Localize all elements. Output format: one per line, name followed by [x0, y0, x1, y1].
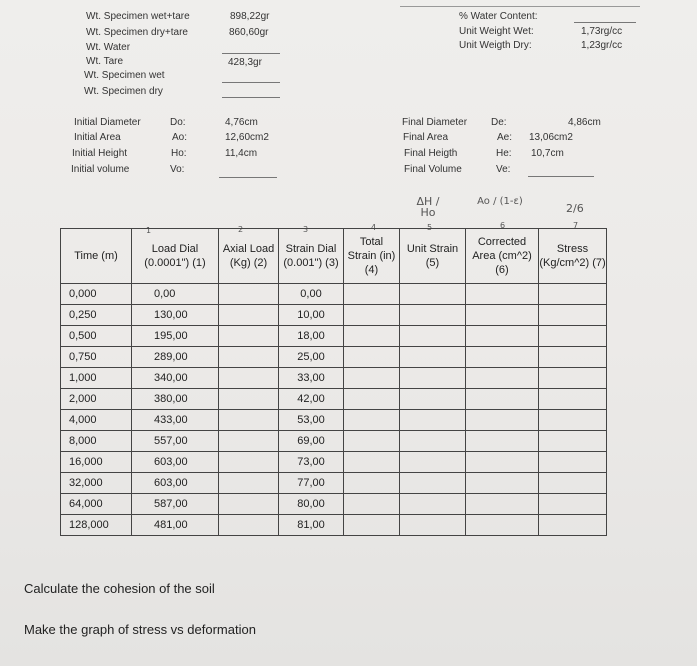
cell-axial-load	[219, 347, 279, 368]
label-wt-dry-tare: Wt. Specimen dry+tare	[86, 27, 188, 38]
cell-strain-dial: 42,00	[279, 389, 344, 410]
cell-unit-strain	[400, 494, 466, 515]
cell-total-strain	[344, 389, 400, 410]
value-unit-weight-wet: 1,73rg/cc	[581, 26, 623, 37]
cell-total-strain	[344, 368, 400, 389]
cell-total-strain	[344, 452, 400, 473]
cell-axial-load	[219, 284, 279, 305]
value-wt-dry-tare: 860,60gr	[229, 27, 269, 38]
blank-wt-specimen-wet	[222, 82, 280, 83]
cell-strain-dial: 10,00	[279, 305, 344, 326]
symbol-he: He:	[496, 148, 512, 159]
cell-total-strain	[344, 347, 400, 368]
symbol-de: De:	[491, 117, 507, 128]
label-wt-water: Wt. Water	[86, 42, 131, 53]
cell-stress	[539, 368, 607, 389]
blank-initial-volume	[219, 177, 277, 178]
symbol-do: Do:	[170, 117, 186, 128]
table-row	[61, 347, 607, 368]
handwritten-num-3: 3	[303, 225, 309, 234]
label-wt-specimen-dry: Wt. Specimen dry	[84, 86, 163, 97]
cell-stress	[539, 284, 607, 305]
label-initial-volume: Initial volume	[71, 164, 130, 175]
table-row	[61, 305, 607, 326]
value-wt-tare: 428,3gr	[228, 57, 262, 68]
cell-unit-strain	[400, 410, 466, 431]
handwritten-dh-ho: ΔH / Ho	[416, 195, 440, 219]
header-strain-dial: Strain Dial (0.001") (3)	[279, 229, 344, 284]
cell-stress	[539, 389, 607, 410]
cell-time: 0,250	[61, 305, 132, 326]
cell-axial-load	[219, 326, 279, 347]
cell-load-dial: 195,00	[132, 326, 219, 347]
cell-load-dial: 289,00	[132, 347, 219, 368]
top-rule	[400, 6, 640, 7]
table-row	[61, 368, 607, 389]
header-time: Time (m)	[61, 229, 132, 284]
symbol-ao: Ao:	[172, 132, 188, 143]
cell-time: 1,000	[61, 368, 132, 389]
cell-stress	[539, 347, 607, 368]
cell-total-strain	[344, 326, 400, 347]
cell-stress	[539, 410, 607, 431]
label-unit-weight-wet: Unit Weight Wet:	[459, 26, 534, 37]
header-unit-strain: Unit Strain (5)	[400, 229, 466, 284]
label-final-volume: Final Volume	[404, 164, 462, 175]
cell-total-strain	[344, 410, 400, 431]
handwritten-num-2: 2	[238, 225, 244, 234]
cell-unit-strain	[400, 368, 466, 389]
cell-corrected-area	[466, 452, 539, 473]
value-final-height: 10,7cm	[531, 148, 564, 159]
cell-time: 2,000	[61, 389, 132, 410]
table-row	[61, 326, 607, 347]
cell-stress	[539, 494, 607, 515]
cell-time: 128,000	[61, 515, 132, 536]
header-load-dial: Load Dial (0.0001") (1)	[132, 229, 219, 284]
blank-wt-water	[222, 53, 280, 54]
label-initial-diameter: Initial Diameter	[74, 117, 141, 128]
table-row	[61, 452, 607, 473]
cell-strain-dial: 73,00	[279, 452, 344, 473]
table-row	[61, 410, 607, 431]
cell-axial-load	[219, 515, 279, 536]
cell-axial-load	[219, 389, 279, 410]
cell-strain-dial: 53,00	[279, 410, 344, 431]
handwritten-num-7: 7	[573, 221, 579, 230]
cell-load-dial: 380,00	[132, 389, 219, 410]
cell-axial-load	[219, 452, 279, 473]
cell-strain-dial: 18,00	[279, 326, 344, 347]
cell-time: 0,750	[61, 347, 132, 368]
handwritten-ao-1-e: Ao / (1-ε)	[477, 196, 523, 207]
question-graph: Make the graph of stress vs deformation	[24, 622, 256, 637]
cell-unit-strain	[400, 389, 466, 410]
cell-strain-dial: 33,00	[279, 368, 344, 389]
cell-corrected-area	[466, 305, 539, 326]
cell-stress	[539, 452, 607, 473]
value-final-diameter: 4,86cm	[568, 117, 601, 128]
cell-axial-load	[219, 431, 279, 452]
triaxial-data-table	[60, 228, 607, 536]
cell-corrected-area	[466, 284, 539, 305]
cell-corrected-area	[466, 494, 539, 515]
cell-time: 4,000	[61, 410, 132, 431]
cell-load-dial: 0,00	[132, 284, 219, 305]
cell-total-strain	[344, 494, 400, 515]
cell-load-dial: 130,00	[132, 305, 219, 326]
value-unit-weight-dry: 1,23gr/cc	[581, 40, 623, 51]
cell-axial-load	[219, 410, 279, 431]
label-initial-height: Initial Height	[72, 148, 128, 159]
cell-corrected-area	[466, 326, 539, 347]
cell-unit-strain	[400, 347, 466, 368]
label-final-area: Final Area	[403, 132, 449, 143]
cell-corrected-area	[466, 515, 539, 536]
header-axial-load: Axial Load (Kg) (2)	[219, 229, 279, 284]
cell-total-strain	[344, 473, 400, 494]
cell-total-strain	[344, 431, 400, 452]
blank-water-content	[574, 22, 636, 23]
cell-corrected-area	[466, 347, 539, 368]
cell-unit-strain	[400, 452, 466, 473]
cell-axial-load	[219, 473, 279, 494]
cell-unit-strain	[400, 431, 466, 452]
cell-stress	[539, 305, 607, 326]
blank-final-volume	[528, 176, 594, 177]
cell-load-dial: 433,00	[132, 410, 219, 431]
label-initial-area: Initial Area	[74, 132, 121, 143]
cell-corrected-area	[466, 473, 539, 494]
label-final-height: Final Heigth	[404, 148, 458, 159]
label-wt-specimen-wet: Wt. Specimen wet	[84, 70, 165, 81]
cell-corrected-area	[466, 431, 539, 452]
cell-load-dial: 340,00	[132, 368, 219, 389]
blank-wt-specimen-dry	[222, 97, 280, 98]
cell-stress	[539, 473, 607, 494]
handwritten-fraction: 2/6	[566, 202, 584, 215]
cell-unit-strain	[400, 473, 466, 494]
cell-strain-dial: 69,00	[279, 431, 344, 452]
question-cohesion: Calculate the cohesion of the soil	[24, 581, 215, 596]
cell-load-dial: 587,00	[132, 494, 219, 515]
handwritten-num-6: 6	[500, 221, 506, 230]
header-stress: Stress (Kg/cm^2) (7)	[539, 229, 607, 284]
handwritten-num-5: 5	[427, 223, 433, 232]
cell-strain-dial: 81,00	[279, 515, 344, 536]
table-row	[61, 515, 607, 536]
table-row	[61, 284, 607, 305]
cell-corrected-area	[466, 410, 539, 431]
symbol-ae: Ae:	[497, 132, 513, 143]
header-total-strain: Total Strain (in) (4)	[344, 229, 400, 284]
header-corrected-area: Corrected Area (cm^2) (6)	[466, 229, 539, 284]
cell-strain-dial: 0,00	[279, 284, 344, 305]
value-wt-wet-tare: 898,22gr	[230, 11, 270, 22]
symbol-ho: Ho:	[171, 148, 187, 159]
symbol-ve: Ve:	[496, 164, 511, 175]
cell-time: 8,000	[61, 431, 132, 452]
cell-axial-load	[219, 368, 279, 389]
cell-strain-dial: 25,00	[279, 347, 344, 368]
table-row	[61, 431, 607, 452]
value-final-area: 13,06cm2	[529, 132, 573, 143]
table-row	[61, 473, 607, 494]
cell-total-strain	[344, 305, 400, 326]
cell-strain-dial: 77,00	[279, 473, 344, 494]
table-row	[61, 494, 607, 515]
value-initial-area: 12,60cm2	[225, 132, 269, 143]
cell-unit-strain	[400, 284, 466, 305]
cell-axial-load	[219, 305, 279, 326]
cell-strain-dial: 80,00	[279, 494, 344, 515]
cell-time: 16,000	[61, 452, 132, 473]
cell-time: 32,000	[61, 473, 132, 494]
cell-stress	[539, 431, 607, 452]
cell-unit-strain	[400, 305, 466, 326]
cell-load-dial: 603,00	[132, 452, 219, 473]
label-wt-wet-tare: Wt. Specimen wet+tare	[86, 11, 190, 22]
cell-load-dial: 603,00	[132, 473, 219, 494]
value-initial-height: 11,4cm	[225, 148, 258, 159]
label-final-diameter: Final Diameter	[402, 117, 468, 128]
cell-time: 0,500	[61, 326, 132, 347]
cell-load-dial: 557,00	[132, 431, 219, 452]
cell-corrected-area	[466, 368, 539, 389]
label-wt-tare: Wt. Tare	[86, 56, 124, 67]
cell-unit-strain	[400, 326, 466, 347]
cell-corrected-area	[466, 389, 539, 410]
cell-stress	[539, 515, 607, 536]
cell-stress	[539, 326, 607, 347]
cell-total-strain	[344, 284, 400, 305]
handwritten-num-4: 4	[371, 223, 377, 232]
cell-time: 64,000	[61, 494, 132, 515]
value-initial-diameter: 4,76cm	[225, 117, 258, 128]
cell-load-dial: 481,00	[132, 515, 219, 536]
symbol-vo: Vo:	[170, 164, 185, 175]
cell-total-strain	[344, 515, 400, 536]
table-header-row	[61, 229, 607, 284]
label-unit-weight-dry: Unit Weigth Dry:	[459, 40, 532, 51]
label-water-content: % Water Content:	[459, 11, 538, 22]
cell-unit-strain	[400, 515, 466, 536]
table-row	[61, 389, 607, 410]
cell-time: 0,000	[61, 284, 132, 305]
cell-axial-load	[219, 494, 279, 515]
handwritten-num-1: 1	[146, 226, 152, 235]
